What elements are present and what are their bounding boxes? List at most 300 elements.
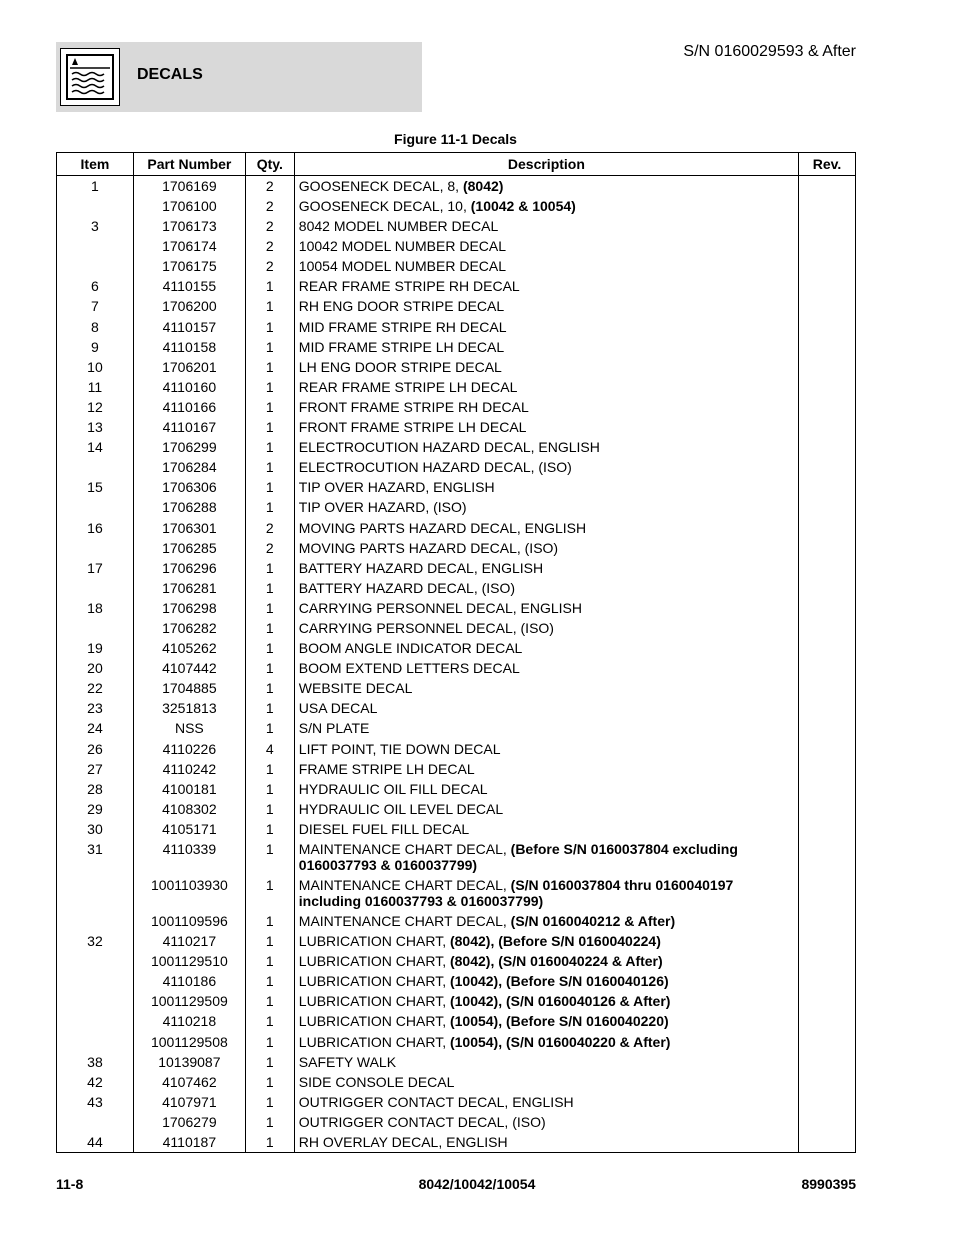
part-number-cell: 1001129509 (133, 991, 245, 1011)
qty-cell: 1 (245, 799, 294, 819)
qty-cell: 1 (245, 1112, 294, 1132)
rev-cell (799, 397, 856, 417)
part-number-cell: 1706285 (133, 538, 245, 558)
description-text: SAFETY WALK (298, 1053, 397, 1070)
rev-cell (799, 799, 856, 819)
description-cell (294, 1112, 798, 1132)
qty-cell: 1 (245, 1011, 294, 1031)
table-row (57, 991, 856, 1011)
description-qualifier: (10042), (Before S/N 0160040126) (449, 973, 669, 990)
qty-cell: 1 (245, 718, 294, 738)
table-row (57, 779, 856, 799)
table-row (57, 598, 856, 618)
part-number-cell: 1706296 (133, 558, 245, 578)
table-row (57, 276, 856, 296)
description-cell (294, 799, 798, 819)
table-row (57, 1011, 856, 1031)
rev-cell (799, 759, 856, 779)
qty-cell: 2 (245, 216, 294, 236)
rev-cell (799, 658, 856, 678)
table-row (57, 875, 856, 911)
qty-cell: 1 (245, 276, 294, 296)
part-number-cell: 4110158 (133, 337, 245, 357)
part-number-cell: 4105262 (133, 638, 245, 658)
item-cell: 3 (57, 216, 134, 236)
description-cell (294, 236, 798, 256)
col-header-description: Description (294, 153, 798, 176)
item-cell: 18 (57, 598, 134, 618)
qty-cell: 1 (245, 317, 294, 337)
table-row (57, 1092, 856, 1112)
part-number-cell: 4108302 (133, 799, 245, 819)
qty-cell: 1 (245, 1032, 294, 1052)
qty-cell: 1 (245, 1092, 294, 1112)
part-number-cell: 4107442 (133, 658, 245, 678)
table-row (57, 477, 856, 497)
table-row (57, 698, 856, 718)
qty-cell: 4 (245, 739, 294, 759)
description-cell (294, 971, 798, 991)
qty-cell: 1 (245, 357, 294, 377)
rev-cell (799, 911, 856, 931)
qty-cell: 1 (245, 759, 294, 779)
description-cell (294, 1032, 798, 1052)
rev-cell (799, 216, 856, 236)
section-header (56, 42, 422, 112)
item-cell: 42 (57, 1072, 134, 1092)
description-qualifier: (8042), (S/N 0160040224 & After) (449, 953, 663, 970)
item-cell: 27 (57, 759, 134, 779)
description-qualifier: (10042 & 10054) (470, 198, 576, 214)
rev-cell (799, 991, 856, 1011)
description-cell (294, 839, 798, 875)
description-cell (294, 256, 798, 276)
qty-cell: 1 (245, 477, 294, 497)
parts-table (56, 152, 856, 1153)
part-number-cell: 1706282 (133, 618, 245, 638)
qty-cell: 1 (245, 638, 294, 658)
part-number-cell: 1706100 (133, 196, 245, 216)
rev-cell (799, 618, 856, 638)
qty-cell: 2 (245, 518, 294, 538)
description-text: FRAME STRIPE LH DECAL (298, 760, 475, 777)
table-row (57, 216, 856, 236)
part-number-cell: 1001103930 (133, 875, 245, 911)
table-row (57, 236, 856, 256)
qty-cell: 1 (245, 1072, 294, 1092)
part-number-cell: 1706306 (133, 477, 245, 497)
table-row (57, 951, 856, 971)
description-cell (294, 718, 798, 738)
description-cell (294, 819, 798, 839)
table-row (57, 638, 856, 658)
serial-note: S/N 0160029593 & After (683, 43, 856, 60)
qty-cell: 2 (245, 236, 294, 256)
description-text: OUTRIGGER CONTACT DECAL, (ISO) (298, 1113, 546, 1130)
description-cell (294, 739, 798, 759)
item-cell: 20 (57, 658, 134, 678)
rev-cell (799, 437, 856, 457)
rev-cell (799, 1132, 856, 1153)
description-cell (294, 357, 798, 377)
part-number-cell: 1706288 (133, 497, 245, 517)
rev-cell (799, 875, 856, 911)
rev-cell (799, 1052, 856, 1072)
rev-cell (799, 598, 856, 618)
qty-cell: 2 (245, 256, 294, 276)
description-text: USA DECAL (298, 700, 378, 717)
description-cell (294, 779, 798, 799)
description-qualifier: (8042) (462, 178, 504, 194)
rev-cell (799, 417, 856, 437)
description-text: REAR FRAME STRIPE LH DECAL (298, 378, 518, 395)
rev-cell (799, 698, 856, 718)
part-number-cell: 4110339 (133, 839, 245, 875)
part-number-cell: 3251813 (133, 698, 245, 718)
part-number-cell: 1706301 (133, 518, 245, 538)
description-cell (294, 317, 798, 337)
qty-cell: 1 (245, 598, 294, 618)
qty-cell: 1 (245, 779, 294, 799)
qty-cell: 1 (245, 951, 294, 971)
qty-cell: 2 (245, 176, 294, 197)
description-text: BATTERY HAZARD DECAL, (ISO) (298, 579, 516, 596)
part-number-cell: 1706169 (133, 176, 245, 197)
table-row (57, 718, 856, 738)
qty-cell: 1 (245, 875, 294, 911)
description-text: BOOM EXTEND LETTERS DECAL (298, 660, 520, 677)
table-row (57, 357, 856, 377)
table-row (57, 397, 856, 417)
rev-cell (799, 1011, 856, 1031)
model-numbers: 8042/10042/10054 (418, 1176, 536, 1192)
figure-title: Figure 11-1 Decals (394, 131, 517, 147)
table-row (57, 337, 856, 357)
part-number-cell: 4110166 (133, 397, 245, 417)
qty-cell: 1 (245, 397, 294, 417)
description-text: ELECTROCUTION HAZARD DECAL, (ISO) (298, 459, 572, 476)
table-row (57, 759, 856, 779)
description-text: HYDRAULIC OIL LEVEL DECAL (298, 800, 504, 817)
item-cell: 31 (57, 839, 134, 875)
description-cell (294, 578, 798, 598)
qty-cell: 1 (245, 1132, 294, 1153)
description-cell (294, 558, 798, 578)
item-cell: 7 (57, 296, 134, 316)
item-cell (57, 911, 134, 931)
description-cell (294, 216, 798, 236)
description-cell (294, 759, 798, 779)
page-number: 11-8 (56, 1176, 84, 1192)
table-row (57, 839, 856, 875)
part-number-cell: 4110218 (133, 1011, 245, 1031)
description-text: CARRYING PERSONNEL DECAL, (ISO) (298, 619, 554, 636)
description-cell (294, 638, 798, 658)
part-number-cell: 1706299 (133, 437, 245, 457)
description-text: RH ENG DOOR STRIPE DECAL (298, 298, 505, 315)
part-number-cell: 1001109596 (133, 911, 245, 931)
table-row (57, 417, 856, 437)
rev-cell (799, 256, 856, 276)
part-number-cell: 1001129510 (133, 951, 245, 971)
item-cell: 38 (57, 1052, 134, 1072)
item-cell: 15 (57, 477, 134, 497)
rev-cell (799, 971, 856, 991)
description-text: MAINTENANCE CHART DECAL, (298, 841, 511, 857)
item-cell: 12 (57, 397, 134, 417)
description-cell (294, 658, 798, 678)
table-row (57, 1052, 856, 1072)
description-text: WEBSITE DECAL (298, 680, 413, 697)
description-text: LUBRICATION CHART, (298, 1013, 450, 1030)
qty-cell: 1 (245, 839, 294, 875)
description-cell (294, 397, 798, 417)
part-number-cell: 1706175 (133, 256, 245, 276)
qty-cell: 1 (245, 437, 294, 457)
item-cell: 10 (57, 357, 134, 377)
item-cell (57, 538, 134, 558)
table-row (57, 1032, 856, 1052)
rev-cell (799, 236, 856, 256)
rev-cell (799, 276, 856, 296)
rev-cell (799, 819, 856, 839)
table-row (57, 971, 856, 991)
item-cell (57, 951, 134, 971)
description-qualifier: (8042), (Before S/N 0160040224) (449, 933, 661, 950)
qty-cell: 1 (245, 578, 294, 598)
table-row (57, 296, 856, 316)
part-number-cell: 1706284 (133, 457, 245, 477)
description-text: LUBRICATION CHART, (298, 1033, 450, 1050)
part-number-cell: 4110187 (133, 1132, 245, 1153)
description-text: ELECTROCUTION HAZARD DECAL, ENGLISH (298, 439, 600, 456)
item-cell: 44 (57, 1132, 134, 1153)
item-cell: 9 (57, 337, 134, 357)
qty-cell: 1 (245, 417, 294, 437)
rev-cell (799, 317, 856, 337)
description-qualifier: (S/N 0160040212 & After) (510, 913, 676, 929)
item-cell: 30 (57, 819, 134, 839)
description-cell (294, 457, 798, 477)
qty-cell: 1 (245, 698, 294, 718)
description-text: DIESEL FUEL FILL DECAL (298, 820, 470, 837)
table-row (57, 558, 856, 578)
item-cell: 8 (57, 317, 134, 337)
item-cell (57, 618, 134, 638)
table-row (57, 196, 856, 216)
part-number-cell: 4110160 (133, 377, 245, 397)
section-title: DECALS (137, 66, 203, 83)
part-number-cell: 1001129508 (133, 1032, 245, 1052)
qty-cell: 1 (245, 457, 294, 477)
qty-cell: 1 (245, 991, 294, 1011)
description-cell (294, 276, 798, 296)
qty-cell: 1 (245, 819, 294, 839)
table-row (57, 911, 856, 931)
description-cell (294, 951, 798, 971)
item-cell (57, 196, 134, 216)
rev-cell (799, 518, 856, 538)
item-cell: 32 (57, 931, 134, 951)
part-number-cell: 4105171 (133, 819, 245, 839)
rev-cell (799, 1112, 856, 1132)
part-number-cell: 4110242 (133, 759, 245, 779)
description-text: CARRYING PERSONNEL DECAL, ENGLISH (298, 599, 582, 616)
rev-cell (799, 739, 856, 759)
rev-cell (799, 1032, 856, 1052)
table-row (57, 739, 856, 759)
part-number-cell: 4110186 (133, 971, 245, 991)
description-cell (294, 991, 798, 1011)
table-row (57, 497, 856, 517)
parts-table-body (57, 176, 856, 1153)
description-qualifier: (10054), (S/N 0160040220 & After) (449, 1033, 671, 1050)
description-text: SIDE CONSOLE DECAL (298, 1073, 455, 1090)
col-header-rev: Rev. (799, 153, 856, 176)
description-cell (294, 196, 798, 216)
table-row (57, 678, 856, 698)
part-number-cell: 4110155 (133, 276, 245, 296)
description-text: GOOSENECK DECAL, 10, (298, 198, 471, 214)
rev-cell (799, 718, 856, 738)
description-cell (294, 1092, 798, 1112)
description-text: LUBRICATION CHART, (298, 953, 450, 970)
item-cell (57, 256, 134, 276)
table-row (57, 931, 856, 951)
part-number-cell: 1706298 (133, 598, 245, 618)
part-number-cell: 1706174 (133, 236, 245, 256)
col-header-item: Item (57, 153, 134, 176)
item-cell: 6 (57, 276, 134, 296)
description-qualifier: (S/N 0160037804 thru 0160040197 including 0160037793 & 0160037799) (298, 877, 734, 909)
description-text: FRONT FRAME STRIPE LH DECAL (298, 419, 527, 436)
item-cell (57, 971, 134, 991)
description-text: MOVING PARTS HAZARD DECAL, ENGLISH (298, 519, 587, 536)
item-cell: 24 (57, 718, 134, 738)
description-cell (294, 437, 798, 457)
part-number-cell: 4110167 (133, 417, 245, 437)
rev-cell (799, 1072, 856, 1092)
table-row (57, 377, 856, 397)
description-text: LUBRICATION CHART, (298, 973, 450, 990)
rev-cell (799, 578, 856, 598)
table-row (57, 819, 856, 839)
item-cell: 23 (57, 698, 134, 718)
rev-cell (799, 931, 856, 951)
description-text: LUBRICATION CHART, (298, 933, 450, 950)
rev-cell (799, 357, 856, 377)
table-header-row (57, 153, 856, 176)
item-cell (57, 457, 134, 477)
part-number-cell: 4107462 (133, 1072, 245, 1092)
col-header-qty: Qty. (245, 153, 294, 176)
description-text: REAR FRAME STRIPE RH DECAL (298, 278, 520, 295)
table-row (57, 578, 856, 598)
description-text: TIP OVER HAZARD, (ISO) (298, 499, 467, 516)
rev-cell (799, 457, 856, 477)
qty-cell: 1 (245, 911, 294, 931)
item-cell (57, 497, 134, 517)
description-cell (294, 377, 798, 397)
description-text: BATTERY HAZARD DECAL, ENGLISH (298, 559, 544, 576)
description-cell (294, 698, 798, 718)
description-text: BOOM ANGLE INDICATOR DECAL (298, 640, 523, 657)
qty-cell: 1 (245, 931, 294, 951)
table-row (57, 658, 856, 678)
description-cell (294, 598, 798, 618)
qty-cell: 1 (245, 1052, 294, 1072)
table-row (57, 256, 856, 276)
item-cell (57, 578, 134, 598)
item-cell: 28 (57, 779, 134, 799)
description-cell (294, 1132, 798, 1153)
description-cell (294, 875, 798, 911)
description-text: RH OVERLAY DECAL, ENGLISH (298, 1134, 508, 1151)
item-cell (57, 1112, 134, 1132)
description-cell (294, 1011, 798, 1031)
description-text: LIFT POINT, TIE DOWN DECAL (298, 740, 501, 757)
description-cell (294, 497, 798, 517)
item-cell: 11 (57, 377, 134, 397)
part-number-cell: 4110217 (133, 931, 245, 951)
qty-cell: 1 (245, 497, 294, 517)
qty-cell: 1 (245, 971, 294, 991)
table-row (57, 457, 856, 477)
qty-cell: 2 (245, 538, 294, 558)
qty-cell: 1 (245, 558, 294, 578)
item-cell (57, 1011, 134, 1031)
part-number-cell: 1704885 (133, 678, 245, 698)
item-cell: 17 (57, 558, 134, 578)
description-cell (294, 477, 798, 497)
item-cell: 22 (57, 678, 134, 698)
item-cell: 16 (57, 518, 134, 538)
table-row (57, 437, 856, 457)
item-cell: 14 (57, 437, 134, 457)
qty-cell: 1 (245, 678, 294, 698)
rev-cell (799, 839, 856, 875)
description-cell (294, 337, 798, 357)
qty-cell: 1 (245, 337, 294, 357)
table-row (57, 317, 856, 337)
description-cell (294, 417, 798, 437)
part-number-cell: 1706173 (133, 216, 245, 236)
part-number-cell: 1706281 (133, 578, 245, 598)
qty-cell: 1 (245, 377, 294, 397)
decal-icon (60, 48, 120, 106)
item-cell (57, 991, 134, 1011)
table-row (57, 618, 856, 638)
description-text: 8042 MODEL NUMBER DECAL (298, 218, 499, 235)
item-cell (57, 875, 134, 911)
description-text: 10054 MODEL NUMBER DECAL (298, 258, 507, 275)
description-text: FRONT FRAME STRIPE RH DECAL (298, 398, 529, 415)
description-text: LH ENG DOOR STRIPE DECAL (298, 358, 502, 375)
rev-cell (799, 176, 856, 197)
description-cell (294, 518, 798, 538)
part-number-cell: 1706200 (133, 296, 245, 316)
item-cell: 26 (57, 739, 134, 759)
description-text: MOVING PARTS HAZARD DECAL, (ISO) (298, 539, 559, 556)
rev-cell (799, 678, 856, 698)
table-row (57, 799, 856, 819)
description-cell (294, 1072, 798, 1092)
description-qualifier: (10042), (S/N 0160040126 & After) (449, 993, 671, 1010)
qty-cell: 1 (245, 296, 294, 316)
part-number-cell: 4100181 (133, 779, 245, 799)
rev-cell (799, 538, 856, 558)
description-text: HYDRAULIC OIL FILL DECAL (298, 780, 488, 797)
